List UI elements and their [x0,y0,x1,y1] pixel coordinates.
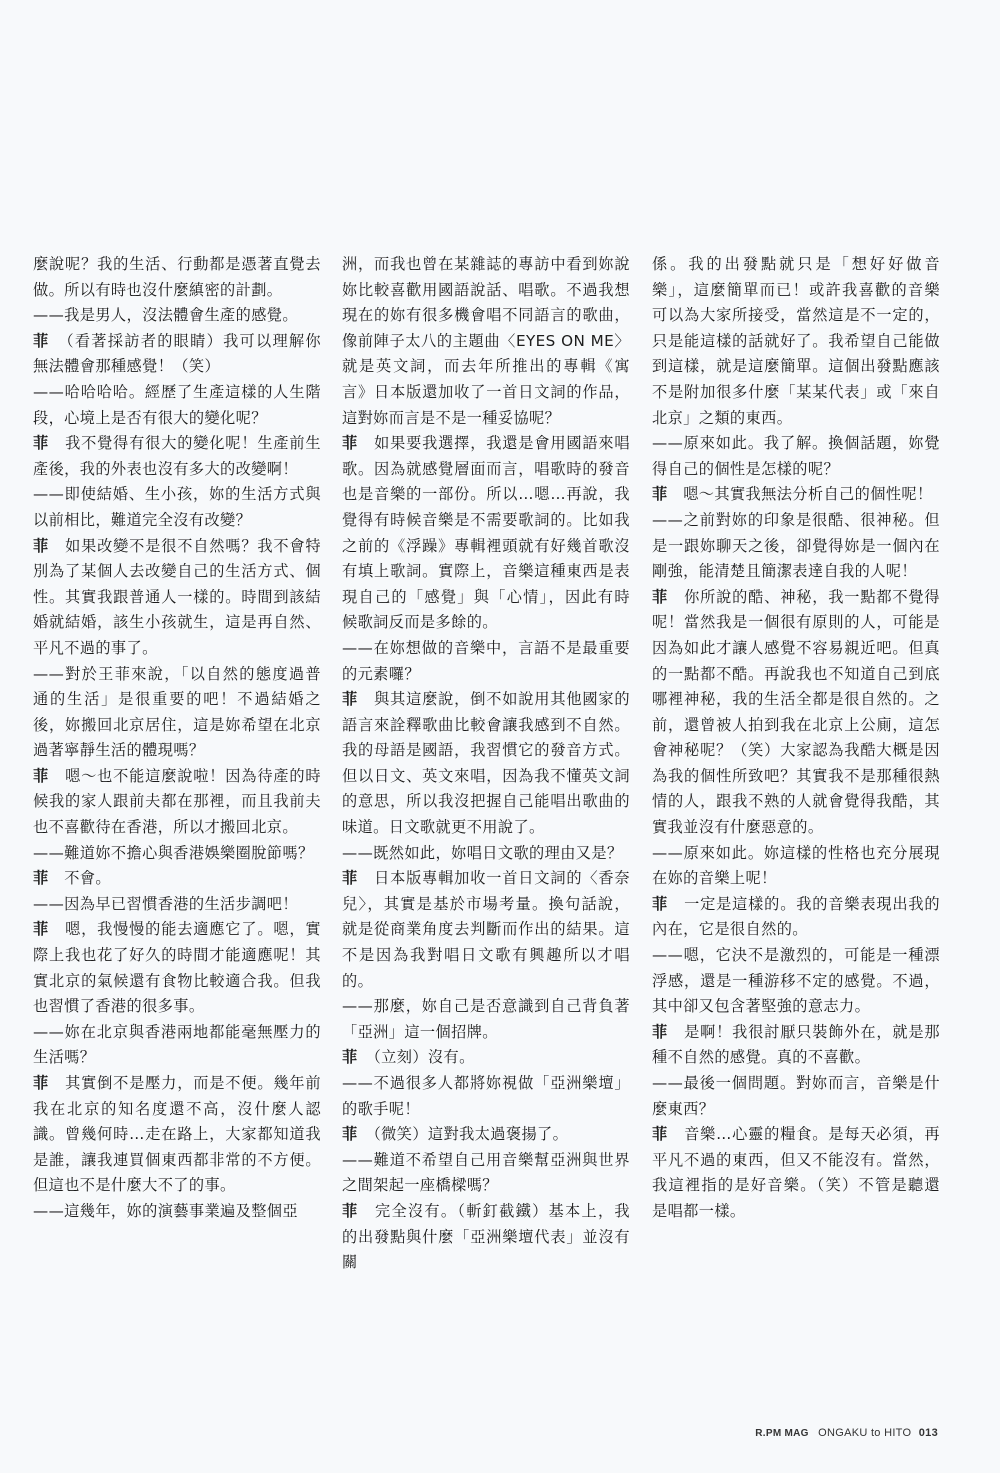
speaker-label: 菲 [652,1125,669,1144]
speaker-label: 菲 [652,894,669,913]
paragraph-text: ——不過很多人都將妳視做「亞洲樂壇」的歌手呢！ [342,1074,630,1118]
paragraph [342,866,630,994]
speaker-label: 菲 [342,869,359,888]
paragraph-text: 洲，而我也曾在某雜誌的專訪中看到妳說妳比較喜歡用國語說話、唱歌。不過我想現在的妳有很多機會唱不同語言的歌曲，像前陣子太八的主題曲〈EYES ON ME〉就是英文詞，而去年所推出的專輯《寓言》日本版還加收了一首日文詞的作品，這對妳而言是不是一種妥協呢？ [342,255,630,427]
speaker-label: 菲 [33,1074,50,1092]
paragraph [652,1122,940,1224]
paragraph [342,1199,630,1276]
paragraph-text: 其實倒不是壓力，而是不便。幾年前我在北京的知名度還不高，沒什麼人認識。曾幾何時…走在路上，大家都知道我是誰，讓我連買個東西都非常的不方便。但這也不是什麼大不了的事。 [33,1074,321,1195]
paragraph-text: ——難道不希望自己用音樂幫亞洲與世界之間架起一座橋樑嗎？ [342,1150,630,1195]
paragraph-text: 嗯～也不能這麼說啦！因為待產的時候我的家人跟前夫都在那裡，而且我前夫也不喜歡待在香港，所以才搬回北京。 [33,766,321,837]
paragraph [342,636,630,687]
paragraph [33,380,321,431]
section-title: ONGAKU to HITO [818,1427,912,1439]
paragraph [652,1020,940,1071]
paragraph-text: ——這幾年，妳的演藝事業遍及整個亞 [33,1201,298,1220]
magazine-brand: R.PM MAG [755,1428,809,1439]
paragraph [33,482,321,533]
paragraph-text: ——在妳想做的音樂中，言語不是最重要的元素囉？ [342,638,630,683]
paragraph-text: ——原來如此。我了解。換個話題，妳覺得自己的個性是怎樣的呢？ [652,434,940,478]
paragraph [342,252,630,431]
paragraph-text: ——嗯，它決不是激烈的，可能是一種漂浮感，還是一種游移不定的感覺。不過，其中卻又包含著堅強的意志力。 [652,946,940,1016]
paragraph [652,508,940,585]
paragraph-text: ——難道妳不擔心與香港娛樂圈脫節嗎？ [33,843,314,862]
page-number: 013 [918,1427,938,1439]
paragraph-text: 係。我的出發點就只是「想好好做音樂」，這麼簡單而已！或許我喜歡的音樂可以為大家所接受，當然這是不一定的，只是能這樣的話就好了。我希望自己能做到這樣，就是這麼簡單。這個出發點應該不是附加很多什麼「某某代表」或「來自北京」之類的東西。 [652,255,940,427]
paragraph [33,252,321,303]
paragraph [652,585,940,841]
paragraph [33,1020,321,1071]
speaker-label: 菲 [33,331,50,350]
paragraph-text: 嗯～其實我無法分析自己的個性呢！ [683,485,933,504]
paragraph [33,917,321,1019]
paragraph [33,1199,321,1225]
paragraph [652,482,940,508]
paragraph-text: 一定是這樣的。我的音樂表現出我的內在，它是很自然的。 [652,894,940,939]
speaker-label: 菲 [33,434,50,453]
speaker-label: 菲 [342,690,359,709]
paragraph-text: ——既然如此，妳唱日文歌的理由又是？ [342,843,623,862]
paragraph [33,431,321,482]
paragraph-text: 完全沒有。（斬釘截鐵）基本上，我的出發點與什麼「亞洲樂壇代表」並沒有關 [342,1201,631,1272]
paragraph-text: 如果要我選擇，我還是會用國語來唱歌。因為就感覺層面而言，唱歌時的發音也是音樂的一部份。所以…嗯…再說，我覺得有時候音樂是不需要歌詞的。比如我之前的《浮躁》專輯裡頭就有好幾首歌沒有填上歌詞。實際上，音樂這種東西是表現自己的「感覺」與「心情」，因此有時候歌詞反而是多餘的。 [342,434,630,632]
paragraph [33,662,321,764]
paragraph [652,1071,940,1122]
paragraph [33,1071,321,1199]
paragraph [652,943,940,1020]
speaker-label: 菲 [652,1022,669,1041]
speaker-label: 菲 [33,766,50,785]
paragraph [33,866,321,892]
speaker-label: 菲 [342,1048,358,1067]
paragraph-text: 音樂…心靈的糧食。是每天必須，再平凡不過的東西，但又不能沒有。當然，我這裡指的是好音樂。（笑）不管是聽還是唱都一樣。 [652,1125,940,1220]
paragraph [33,534,321,662]
speaker-label: 菲 [33,869,49,888]
speaker-label: 菲 [652,587,669,606]
paragraph-text: ——因為早已習慣香港的生活步調吧！ [33,894,298,913]
paragraph-text: 麼說呢？我的生活、行動都是憑著直覺去做。所以有時也沒什麼縝密的計劃。 [33,255,321,299]
paragraph [33,841,321,867]
paragraph [342,994,630,1045]
speaker-label: 菲 [33,536,50,555]
paragraph-text: 日本版專輯加收一首日文詞的〈香奈兒〉，其實是基於市場考量。換句話說，就是從商業角度去判斷而作出的結果。這不是因為我對唱日文歌有興趣所以才唱的。 [342,869,630,990]
paragraph [652,431,940,482]
speaker-label: 菲 [342,1201,359,1220]
paragraph-text: 與其這麼說，倒不如說用其他國家的語言來詮釋歌曲比較會讓我感到不自然。我的母語是國語，我習慣它的發音方式。但以日文、英文來唱，因為我不懂英文詞的意思，所以我沒把握自己能唱出歌曲的味道。日文歌就更不用說了。 [342,690,630,837]
speaker-label: 菲 [652,485,668,504]
text-column-1 [33,252,321,1225]
paragraph-text: 嗯，我慢慢的能去適應它了。嗯，實際上我也花了好久的時間才能適應呢！其實北京的氣候還有食物比較適合我。但我也習慣了香港的很多事。 [33,920,321,1016]
text-column-3 [652,252,940,1225]
paragraph-text: （微笑）這對我太過褒揚了。 [373,1125,569,1144]
paragraph [342,841,630,867]
paragraph-text: 我不覺得有很大的變化呢！生產前生產後，我的外表也沒有多大的改變啊！ [33,434,321,478]
paragraph-text: ——對於王菲來說，「以自然的態度過普通的生活」是很重要的吧！不過結婚之後，妳搬回北京居住，這是妳希望在北京過著寧靜生活的體現嗎？ [33,664,321,760]
paragraph [33,892,321,918]
paragraph [342,1148,630,1199]
paragraph [342,1071,630,1122]
page-footer [755,1427,938,1439]
paragraph [33,764,321,841]
paragraph-text: 如果改變不是很不自然嗎？我不會特別為了某個人去改變自己的生活方式、個性。其實我跟普通人一樣的。時間到該結婚就結婚，該生小孩就生，這是再自然、平凡不過的事了。 [33,536,321,657]
paragraph-text: ——即使結婚、生小孩，妳的生活方式與以前相比，難道完全沒有改變？ [33,485,321,529]
paragraph-text: 你所說的酷、神秘，我一點都不覺得呢！當然我是一個很有原則的人，可能是因為如此才讓人感覺不容易親近吧。但真的一點都不酷。再說我也不知道自己到底哪裡神秘，我的生活全都是很自然的。之前，還曾被人拍到我在北京上公廁，這怎會神秘呢？（笑）大家認為我酷大概是因為我的個性所致吧？其實我不是那種很熱情的人，跟我不熟的人就會覺得我酷，其實我並沒有什麼惡意的。 [652,587,940,837]
paragraph [652,841,940,892]
paragraph-text: 不會。 [64,869,111,888]
speaker-label: 菲 [33,920,50,939]
paragraph-text: ——最後一個問題。對妳而言，音樂是什麼東西？ [652,1074,940,1118]
paragraph [33,329,321,380]
speaker-label: 菲 [342,1125,358,1144]
paragraph-text: （立刻）沒有。 [373,1048,475,1067]
paragraph-text: ——原來如此。妳這樣的性格也充分展現在妳的音樂上呢！ [652,843,940,888]
paragraph-text: ——之前對妳的印象是很酷、很神秘。但是一跟妳聊天之後，卻覺得妳是一個內在剛強，能清楚且簡潔表達自我的人呢！ [652,510,940,581]
paragraph-text: ——我是男人，沒法體會生產的感覺。 [33,306,298,325]
paragraph-text: ——哈哈哈哈。經歷了生產這樣的人生階段，心境上是否有很大的變化呢？ [33,382,321,427]
paragraph [342,687,630,841]
paragraph-text: ——妳在北京與香港兩地都能毫無壓力的生活嗎？ [33,1022,321,1067]
paragraph [342,431,630,636]
paragraph-text: （看著採訪者的眼睛）我可以理解你無法體會那種感覺！（笑） [33,331,322,376]
paragraph-text: ——那麼，妳自己是否意識到自己背負著「亞洲」這一個招牌。 [342,997,630,1041]
paragraph [342,1122,630,1148]
paragraph [652,892,940,943]
paragraph [652,252,940,431]
paragraph [33,303,321,329]
text-column-2 [342,252,630,1276]
speaker-label: 菲 [342,434,359,453]
paragraph [342,1045,630,1071]
paragraph-text: 是啊！我很討厭只裝飾外在，就是那種不自然的感覺。真的不喜歡。 [652,1022,940,1067]
